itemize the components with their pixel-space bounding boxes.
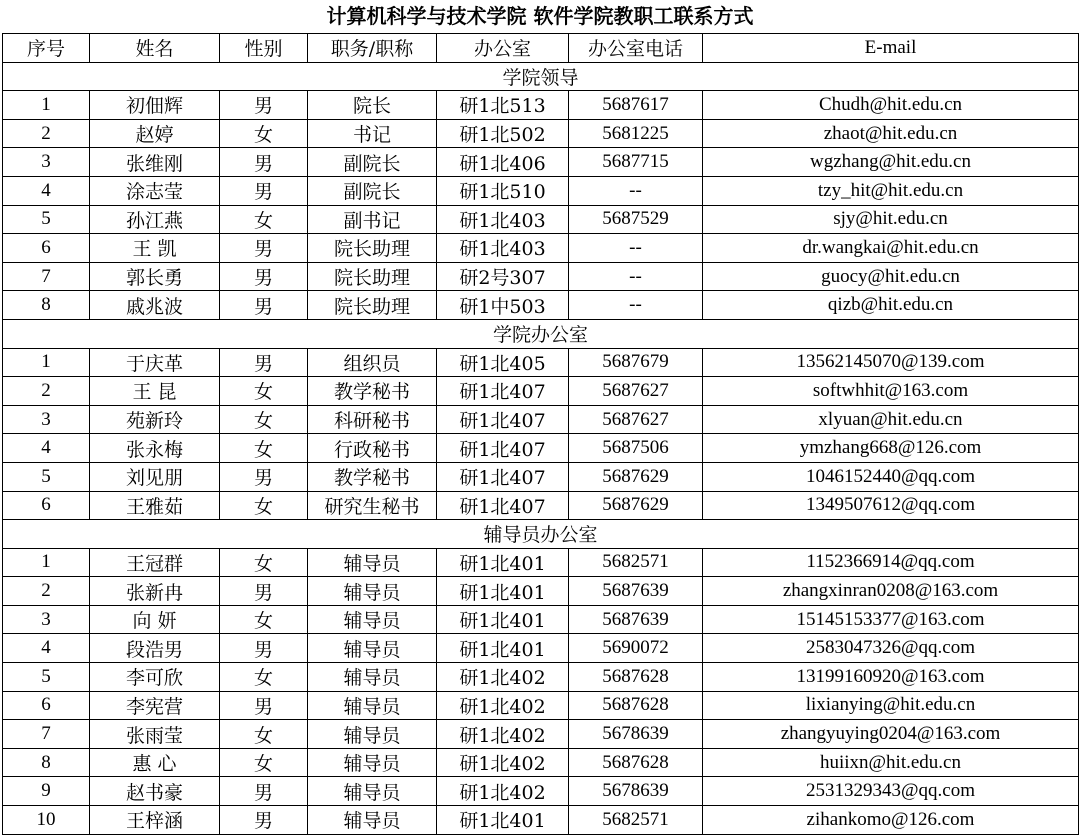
cell-gender: 女 (220, 434, 308, 463)
cell-gender: 女 (220, 663, 308, 692)
header-gender: 性别 (220, 34, 308, 63)
cell-name: 王梓涵 (90, 806, 220, 835)
header-name: 姓名 (90, 34, 220, 63)
cell-email: qizb@hit.edu.cn (703, 291, 1079, 320)
table-row (3, 548, 1079, 577)
cell-position: 院长助理 (308, 262, 437, 291)
cell-index: 6 (3, 234, 90, 263)
cell-index: 4 (3, 634, 90, 663)
cell-phone: 5687639 (569, 605, 703, 634)
cell-name: 赵书豪 (90, 777, 220, 806)
cell-gender: 女 (220, 605, 308, 634)
cell-office: 研1北403 (437, 234, 569, 263)
cell-office: 研1北403 (437, 205, 569, 234)
cell-gender: 女 (220, 119, 308, 148)
cell-phone: 5687629 (569, 491, 703, 520)
cell-name: 赵婷 (90, 119, 220, 148)
header-row (3, 34, 1079, 63)
cell-index: 4 (3, 434, 90, 463)
table-row (3, 434, 1079, 463)
cell-email: 1152366914@qq.com (703, 548, 1079, 577)
cell-name: 于庆革 (90, 348, 220, 377)
cell-office: 研1北513 (437, 91, 569, 120)
cell-office: 研1北402 (437, 777, 569, 806)
cell-index: 3 (3, 605, 90, 634)
section-title: 学院领导 (3, 62, 1079, 91)
cell-position: 科研秘书 (308, 405, 437, 434)
cell-email: softwhhit@163.com (703, 377, 1079, 406)
cell-position: 教学秘书 (308, 377, 437, 406)
cell-gender: 男 (220, 777, 308, 806)
cell-index: 8 (3, 291, 90, 320)
cell-phone: 5687617 (569, 91, 703, 120)
cell-phone: 5687639 (569, 577, 703, 606)
table-row (3, 663, 1079, 692)
table-row (3, 148, 1079, 177)
cell-position: 院长助理 (308, 291, 437, 320)
table-row (3, 720, 1079, 749)
section-header-row (3, 520, 1079, 549)
cell-email: ymzhang668@126.com (703, 434, 1079, 463)
cell-index: 3 (3, 148, 90, 177)
cell-phone: 5681225 (569, 119, 703, 148)
cell-position: 副院长 (308, 176, 437, 205)
cell-position: 研究生秘书 (308, 491, 437, 520)
cell-position: 辅导员 (308, 634, 437, 663)
table-row (3, 234, 1079, 263)
cell-email: lixianying@hit.edu.cn (703, 691, 1079, 720)
cell-gender: 女 (220, 720, 308, 749)
cell-index: 9 (3, 777, 90, 806)
table-body (3, 62, 1079, 834)
cell-office: 研1北401 (437, 605, 569, 634)
table-row (3, 205, 1079, 234)
cell-office: 研1中503 (437, 291, 569, 320)
cell-index: 5 (3, 663, 90, 692)
cell-phone: -- (569, 291, 703, 320)
cell-name: 王 昆 (90, 377, 220, 406)
cell-phone: 5682571 (569, 548, 703, 577)
cell-position: 副院长 (308, 148, 437, 177)
table-row (3, 462, 1079, 491)
cell-index: 6 (3, 491, 90, 520)
cell-gender: 女 (220, 491, 308, 520)
cell-name: 李可欣 (90, 663, 220, 692)
cell-gender: 女 (220, 377, 308, 406)
table-row (3, 777, 1079, 806)
table-row (3, 748, 1079, 777)
cell-office: 研1北502 (437, 119, 569, 148)
header-email: E-mail (703, 34, 1079, 63)
cell-email: wgzhang@hit.edu.cn (703, 148, 1079, 177)
contact-table (2, 33, 1079, 835)
cell-email: huiixn@hit.edu.cn (703, 748, 1079, 777)
cell-gender: 男 (220, 806, 308, 835)
cell-office: 研2号307 (437, 262, 569, 291)
cell-position: 行政秘书 (308, 434, 437, 463)
cell-office: 研1北402 (437, 748, 569, 777)
cell-gender: 女 (220, 548, 308, 577)
cell-position: 组织员 (308, 348, 437, 377)
table-row (3, 348, 1079, 377)
cell-name: 郭长勇 (90, 262, 220, 291)
cell-email: xlyuan@hit.edu.cn (703, 405, 1079, 434)
cell-name: 王雅茹 (90, 491, 220, 520)
cell-position: 辅导员 (308, 577, 437, 606)
cell-index: 10 (3, 806, 90, 835)
cell-name: 戚兆波 (90, 291, 220, 320)
table-row (3, 377, 1079, 406)
cell-office: 研1北402 (437, 720, 569, 749)
cell-position: 辅导员 (308, 548, 437, 577)
cell-email: guocy@hit.edu.cn (703, 262, 1079, 291)
page-title: 计算机科学与技术学院 软件学院教职工联系方式 (326, 4, 754, 28)
cell-email: Chudh@hit.edu.cn (703, 91, 1079, 120)
table-row (3, 91, 1079, 120)
cell-office: 研1北406 (437, 148, 569, 177)
cell-index: 2 (3, 119, 90, 148)
cell-gender: 男 (220, 634, 308, 663)
cell-name: 涂志莹 (90, 176, 220, 205)
cell-name: 张雨莹 (90, 720, 220, 749)
cell-index: 1 (3, 548, 90, 577)
header-phone: 办公室电话 (569, 34, 703, 63)
cell-name: 李宪营 (90, 691, 220, 720)
section-header-row (3, 319, 1079, 348)
cell-gender: 男 (220, 691, 308, 720)
cell-index: 6 (3, 691, 90, 720)
cell-gender: 男 (220, 148, 308, 177)
cell-office: 研1北401 (437, 548, 569, 577)
cell-phone: 5687627 (569, 405, 703, 434)
cell-name: 张新冉 (90, 577, 220, 606)
cell-email: 2583047326@qq.com (703, 634, 1079, 663)
cell-phone: 5687715 (569, 148, 703, 177)
cell-office: 研1北401 (437, 577, 569, 606)
cell-name: 孙江燕 (90, 205, 220, 234)
cell-position: 院长助理 (308, 234, 437, 263)
cell-gender: 男 (220, 176, 308, 205)
cell-gender: 女 (220, 748, 308, 777)
cell-position: 辅导员 (308, 663, 437, 692)
cell-email: 1349507612@qq.com (703, 491, 1079, 520)
cell-gender: 男 (220, 91, 308, 120)
cell-index: 3 (3, 405, 90, 434)
cell-gender: 男 (220, 577, 308, 606)
cell-gender: 男 (220, 291, 308, 320)
cell-office: 研1北402 (437, 663, 569, 692)
table-row (3, 176, 1079, 205)
cell-office: 研1北401 (437, 634, 569, 663)
table-row (3, 691, 1079, 720)
cell-email: zhangyuying0204@163.com (703, 720, 1079, 749)
cell-office: 研1北407 (437, 377, 569, 406)
cell-phone: 5687628 (569, 748, 703, 777)
cell-office: 研1北402 (437, 691, 569, 720)
table-row (3, 806, 1079, 835)
table-row (3, 605, 1079, 634)
cell-office: 研1北510 (437, 176, 569, 205)
cell-position: 院长 (308, 91, 437, 120)
cell-position: 书记 (308, 119, 437, 148)
cell-phone: 5678639 (569, 720, 703, 749)
header-office: 办公室 (437, 34, 569, 63)
cell-gender: 女 (220, 205, 308, 234)
table-row (3, 634, 1079, 663)
cell-phone: -- (569, 262, 703, 291)
table-row (3, 262, 1079, 291)
cell-position: 辅导员 (308, 748, 437, 777)
cell-phone: 5687506 (569, 434, 703, 463)
cell-phone: 5687627 (569, 377, 703, 406)
cell-name: 向 妍 (90, 605, 220, 634)
cell-phone: -- (569, 234, 703, 263)
cell-email: 15145153377@163.com (703, 605, 1079, 634)
cell-phone: 5690072 (569, 634, 703, 663)
cell-phone: 5687679 (569, 348, 703, 377)
cell-email: 13562145070@139.com (703, 348, 1079, 377)
cell-name: 张永梅 (90, 434, 220, 463)
section-title: 辅导员办公室 (3, 520, 1079, 549)
cell-name: 王 凯 (90, 234, 220, 263)
cell-gender: 男 (220, 348, 308, 377)
cell-email: sjy@hit.edu.cn (703, 205, 1079, 234)
cell-index: 8 (3, 748, 90, 777)
cell-position: 辅导员 (308, 691, 437, 720)
cell-index: 2 (3, 577, 90, 606)
table-row (3, 405, 1079, 434)
cell-index: 1 (3, 91, 90, 120)
cell-office: 研1北407 (437, 434, 569, 463)
cell-gender: 男 (220, 462, 308, 491)
cell-email: zhangxinran0208@163.com (703, 577, 1079, 606)
cell-name: 初佃辉 (90, 91, 220, 120)
cell-name: 苑新玲 (90, 405, 220, 434)
cell-position: 辅导员 (308, 806, 437, 835)
cell-phone: 5687629 (569, 462, 703, 491)
cell-phone: -- (569, 176, 703, 205)
cell-position: 教学秘书 (308, 462, 437, 491)
table-row (3, 491, 1079, 520)
cell-index: 4 (3, 176, 90, 205)
cell-gender: 男 (220, 234, 308, 263)
cell-index: 1 (3, 348, 90, 377)
cell-office: 研1北407 (437, 405, 569, 434)
cell-name: 段浩男 (90, 634, 220, 663)
cell-email: 1046152440@qq.com (703, 462, 1079, 491)
cell-email: 2531329343@qq.com (703, 777, 1079, 806)
table-row (3, 291, 1079, 320)
cell-position: 辅导员 (308, 720, 437, 749)
table-row (3, 577, 1079, 606)
cell-email: zhaot@hit.edu.cn (703, 119, 1079, 148)
cell-phone: 5678639 (569, 777, 703, 806)
cell-office: 研1北405 (437, 348, 569, 377)
cell-index: 7 (3, 720, 90, 749)
cell-index: 5 (3, 205, 90, 234)
header-index: 序号 (3, 34, 90, 63)
cell-position: 副书记 (308, 205, 437, 234)
cell-gender: 女 (220, 405, 308, 434)
cell-phone: 5687628 (569, 663, 703, 692)
cell-phone: 5687529 (569, 205, 703, 234)
table-row (3, 119, 1079, 148)
cell-phone: 5687628 (569, 691, 703, 720)
cell-name: 王冠群 (90, 548, 220, 577)
cell-office: 研1北407 (437, 491, 569, 520)
cell-office: 研1北407 (437, 462, 569, 491)
cell-position: 辅导员 (308, 605, 437, 634)
cell-index: 2 (3, 377, 90, 406)
header-position: 职务/职称 (308, 34, 437, 63)
cell-email: dr.wangkai@hit.edu.cn (703, 234, 1079, 263)
cell-index: 7 (3, 262, 90, 291)
cell-index: 5 (3, 462, 90, 491)
cell-email: tzy_hit@hit.edu.cn (703, 176, 1079, 205)
cell-gender: 男 (220, 262, 308, 291)
cell-office: 研1北401 (437, 806, 569, 835)
section-header-row (3, 62, 1079, 91)
cell-email: zihankomo@126.com (703, 806, 1079, 835)
cell-name: 刘见朋 (90, 462, 220, 491)
section-title: 学院办公室 (3, 319, 1079, 348)
cell-name: 惠 心 (90, 748, 220, 777)
cell-phone: 5682571 (569, 806, 703, 835)
cell-position: 辅导员 (308, 777, 437, 806)
cell-name: 张维刚 (90, 148, 220, 177)
cell-email: 13199160920@163.com (703, 663, 1079, 692)
